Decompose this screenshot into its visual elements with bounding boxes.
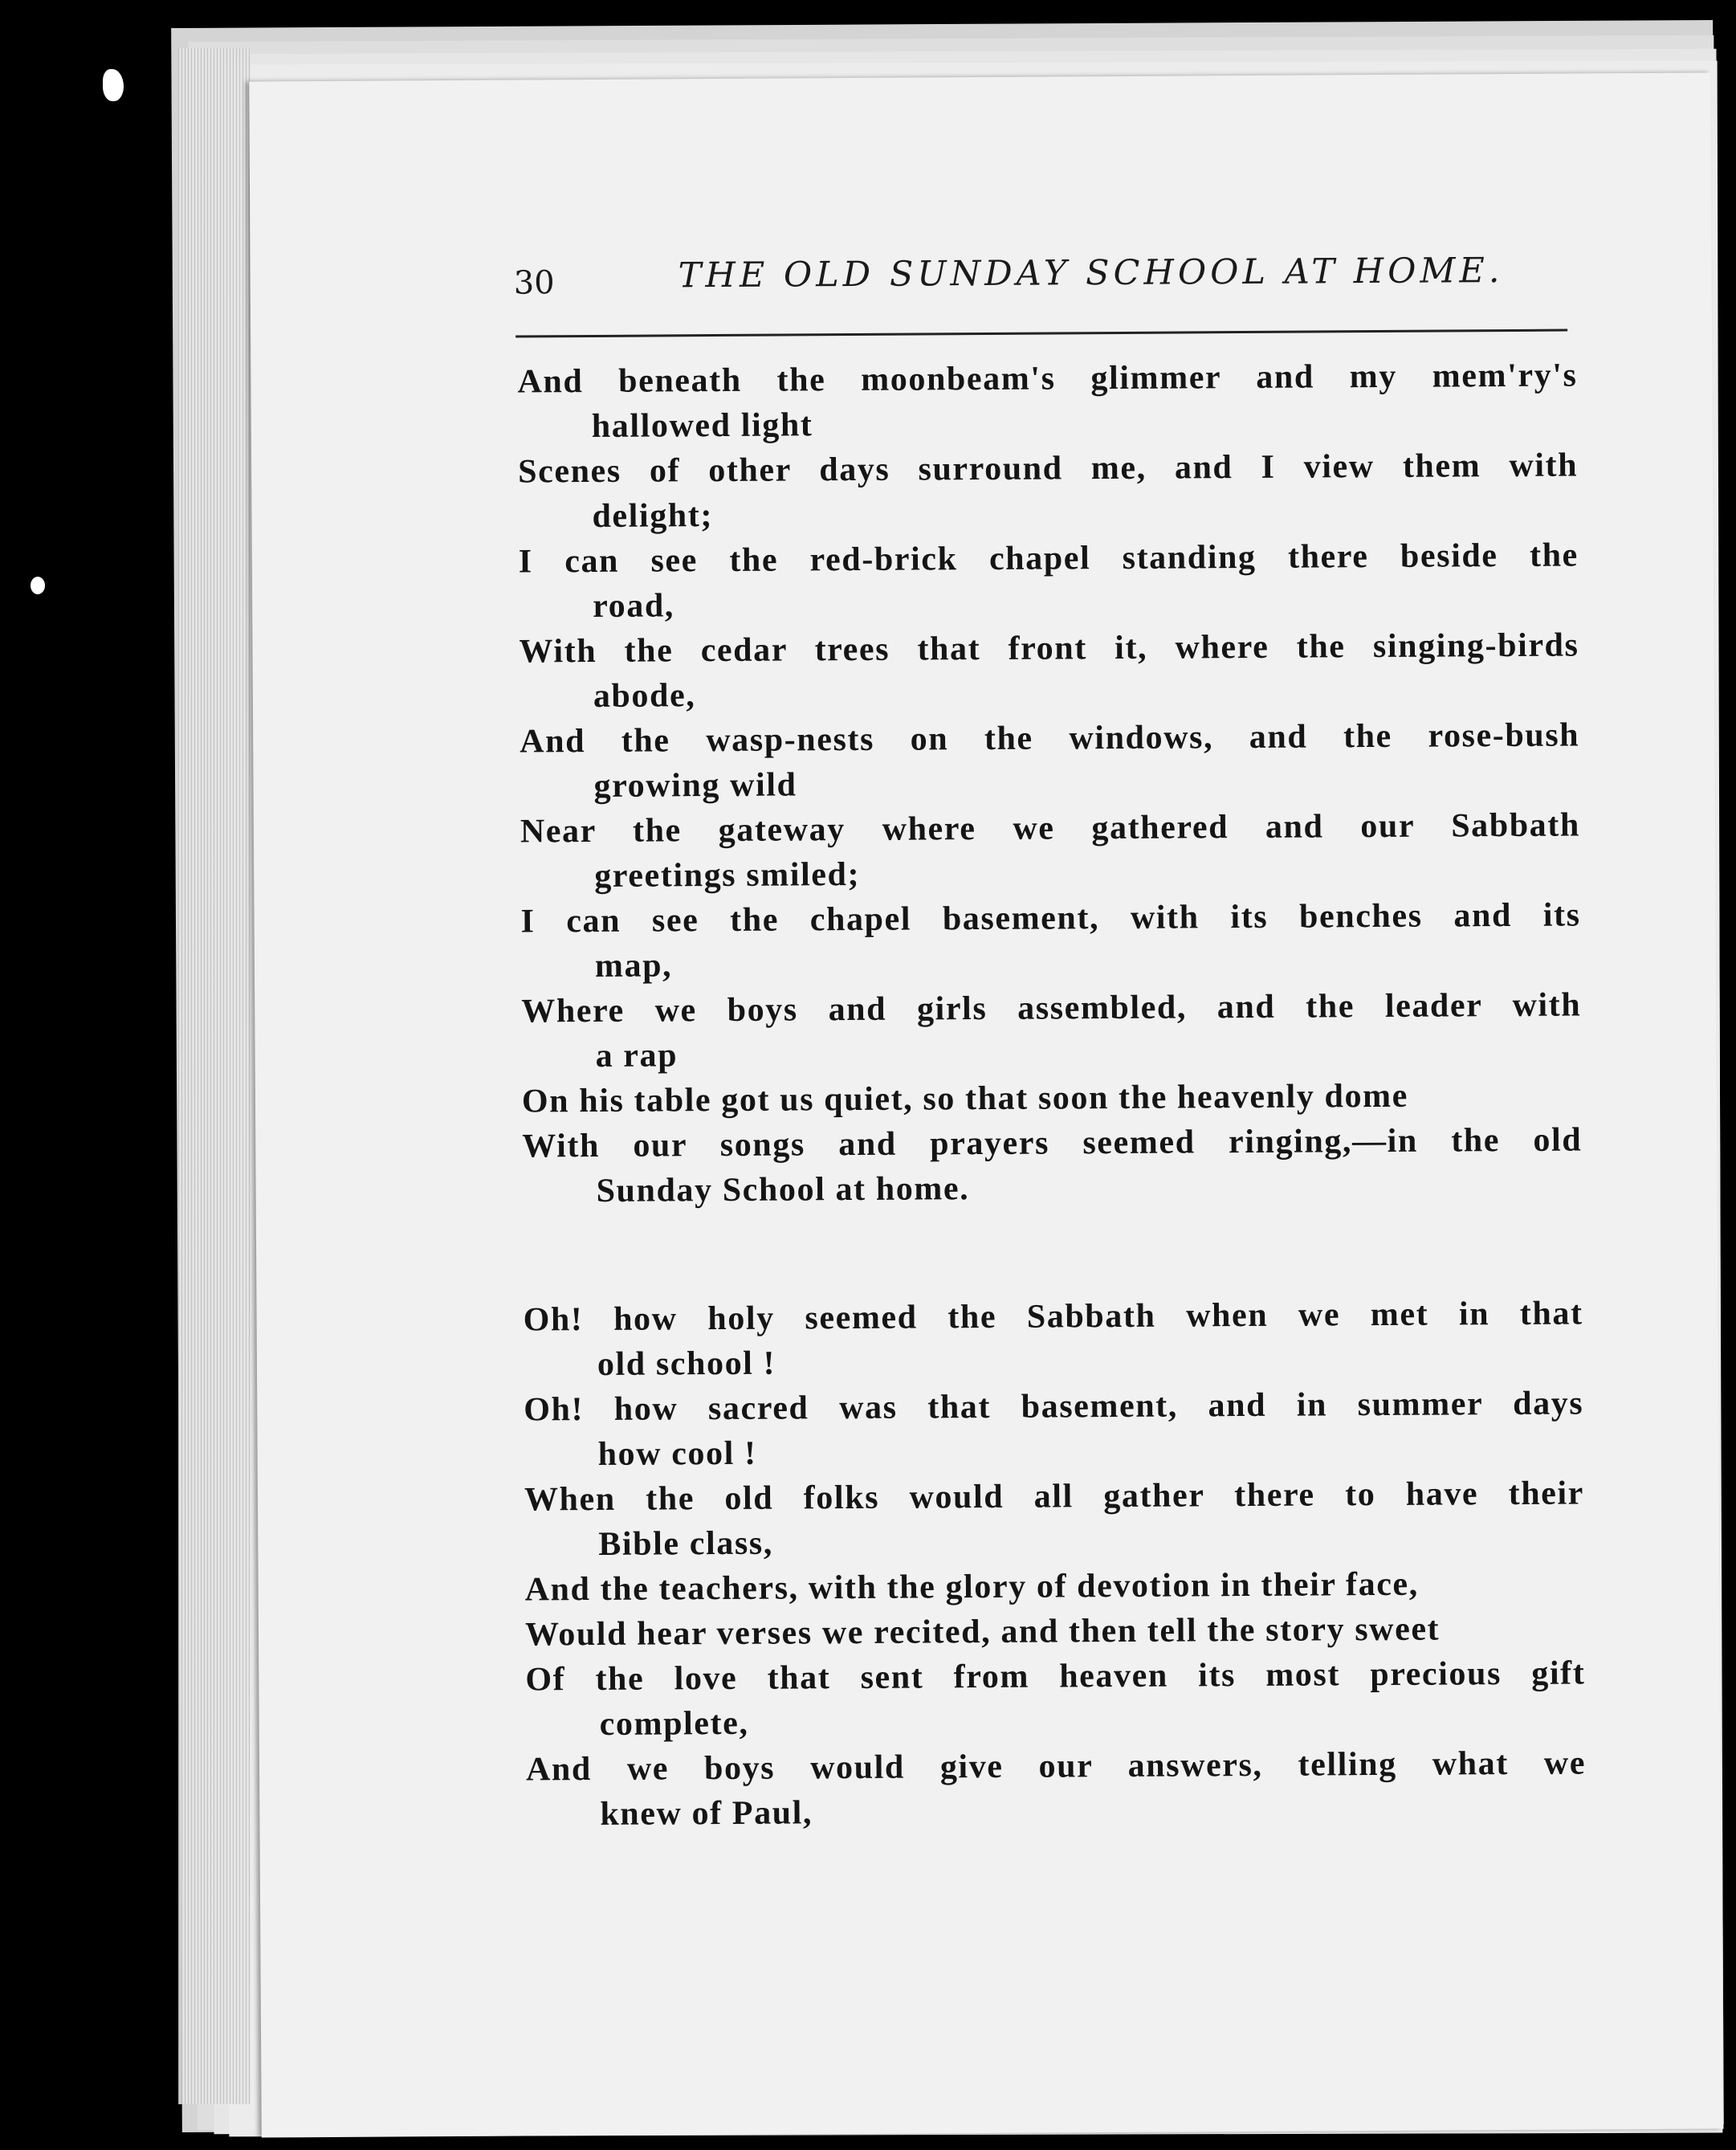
verse-line: On his table got us quiet, so that soon the heavenly dome: [521, 1077, 1409, 1120]
verse-line-continuation: road,: [593, 587, 675, 625]
verse-line-continuation: old school !: [597, 1344, 776, 1383]
poem-body: [517, 353, 1602, 1837]
page-header: [514, 248, 1736, 320]
verse-line-continuation: Bible class,: [598, 1524, 774, 1563]
verse-line: And beneath the moonbeam's glimmer and my mem'ry's: [517, 357, 1578, 401]
verse-line: I can see the red-brick chapel standing there beside the: [518, 536, 1579, 581]
verse-line: Would hear verses we recited, and then tell the story sweet: [524, 1610, 1441, 1654]
book-page: [249, 72, 1723, 2137]
verse-line: Oh! how sacred was that basement, and in summer days: [524, 1385, 1584, 1429]
verse-line: With our songs and prayers seemed ringing,—in the old: [522, 1121, 1583, 1165]
verse-line-continuation: delight;: [592, 497, 714, 535]
running-title: THE OLD SUNDAY SCHOOL AT HOME.: [678, 251, 1504, 296]
verse-line-continuation: greetings smiled;: [594, 855, 861, 895]
verse-line-continuation: how cool !: [597, 1434, 757, 1473]
verse-line-continuation: a rap: [595, 1037, 679, 1075]
verse-line-continuation: complete,: [599, 1704, 749, 1743]
verse-line: Of the love that sent from heaven its most precious gift: [525, 1654, 1586, 1699]
dust-speck: [31, 577, 45, 594]
dust-speck: [103, 69, 124, 101]
verse-line: I can see the chapel basement, with its benches and its: [520, 896, 1581, 940]
verse-line-continuation: abode,: [593, 677, 696, 715]
stanza: [523, 1291, 1602, 1837]
verse-line-continuation: hallowed light: [591, 406, 813, 445]
verse-line: And we boys would give our answers, telling what we: [525, 1744, 1587, 1789]
page-number: 30: [513, 264, 555, 302]
verse-line: When the old folks would all gather there to have their: [524, 1475, 1585, 1519]
verse-line-continuation: map,: [594, 947, 673, 985]
verse-line: With the cedar trees that front it, where the singing-birds: [519, 626, 1579, 671]
verse-line: Oh! how holy seemed the Sabbath when we met in that: [523, 1295, 1583, 1339]
verse-line-continuation: knew of Paul,: [600, 1794, 813, 1833]
verse-line: Scenes of other days surround me, and I view them with: [518, 447, 1579, 491]
verse-line: And the wasp-nests on the windows, and the rose-bush: [520, 716, 1580, 761]
verse-line-continuation: Sunday School at home.: [596, 1170, 970, 1210]
verse-line: Where we boys and girls assembled, and the leader with: [521, 986, 1582, 1030]
verse-line: Near the gateway where we gathered and our Sabbath: [520, 806, 1581, 851]
verse-line-continuation: growing wild: [593, 766, 797, 805]
page-stack-edges: [178, 48, 251, 2104]
header-rule: [516, 329, 1567, 338]
stanza: [517, 353, 1598, 1214]
verse-line: And the teachers, with the glory of devotion in their face,: [524, 1565, 1419, 1609]
